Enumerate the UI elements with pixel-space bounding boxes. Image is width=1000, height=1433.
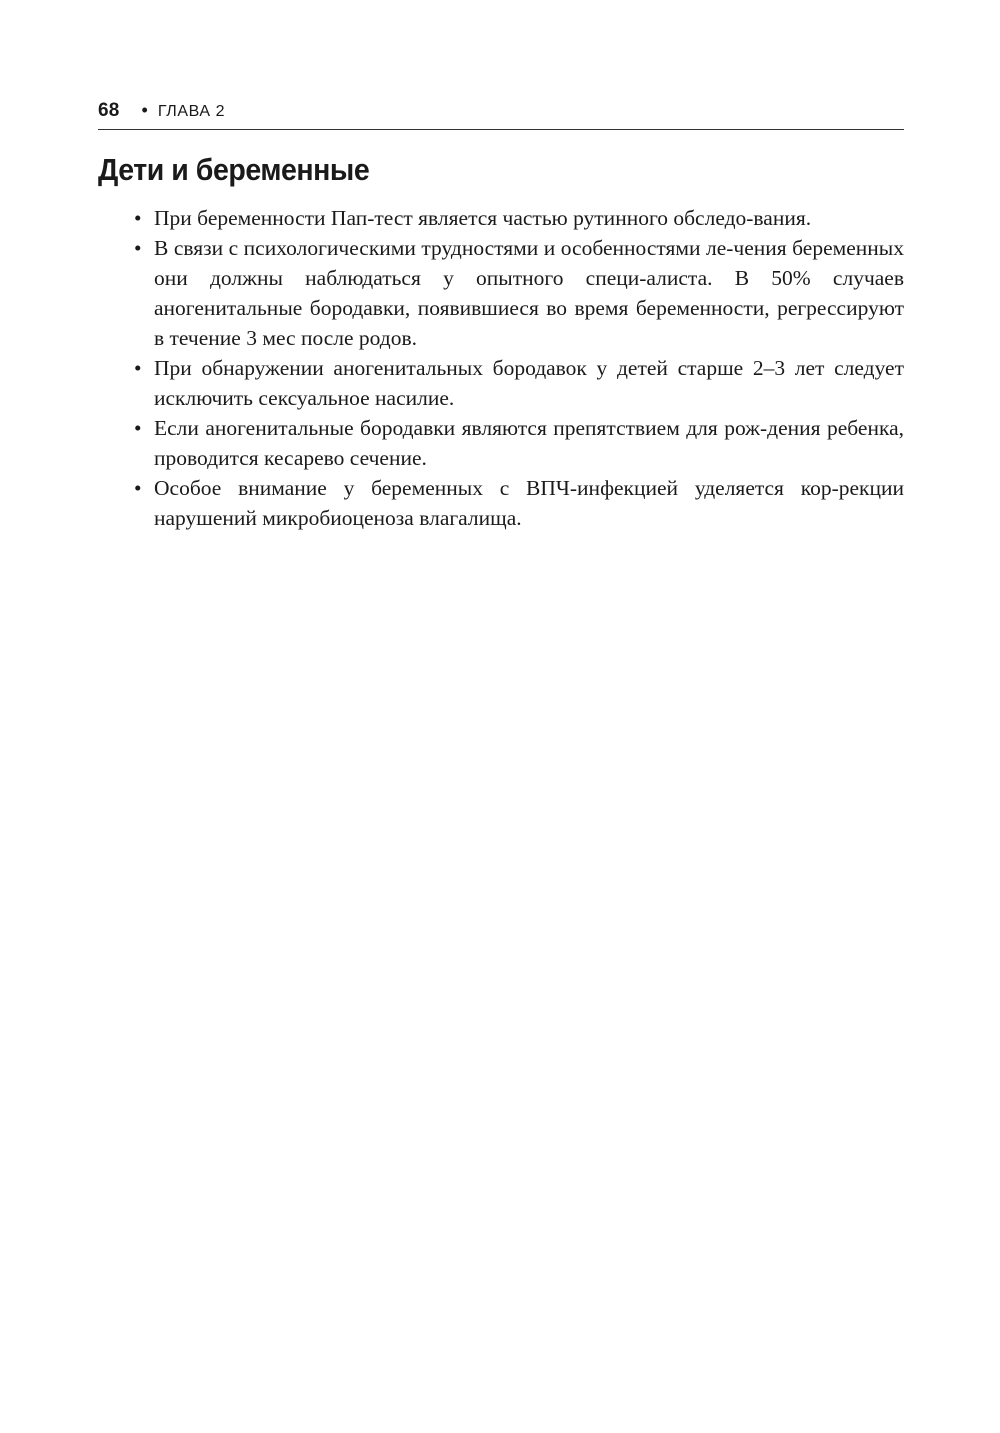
bullet-icon: • [134,416,142,440]
header-separator-bullet: • [141,100,148,120]
list-item-text: При обнаружении аногенитальных бородавок у детей старше 2–3 лет следует исключить сексуальное насилие. [154,356,904,410]
list-item-text: В связи с психологическими трудностями и особенностями ле-чения беременных они должны наблюдаться у опытного специ-алиста. В 50% случаев аногенитальные бородавки, появившиеся во время беременности, регрессируют в течение 3 мес после родов. [154,236,904,350]
list-item [134,473,904,533]
header-rule [98,129,904,130]
chapter-label: ГЛАВА 2 [157,103,226,120]
bullet-icon: • [134,236,142,260]
list-item-text: Особое внимание у беременных с ВПЧ-инфекцией уделяется кор-рекции нарушений микробиоценоза влагалища. [154,476,904,530]
list-item [134,233,904,353]
bullet-icon: • [134,356,142,380]
bullet-icon: • [134,206,142,230]
list-item-text: Если аногенитальные бородавки являются препятствием для рож-дения ребенка, проводится кесарево сечение. [154,416,904,470]
list-item [134,203,904,233]
list-item [134,413,904,473]
running-header [98,100,904,128]
page-number: 68 [98,100,120,121]
bullet-icon: • [134,476,142,500]
section-title: Дети и беременные [98,152,370,187]
list-item-text: При беременности Пап-тест является частью рутинного обследо-вания. [154,206,812,230]
list-item [134,353,904,413]
bullet-list [134,203,904,533]
